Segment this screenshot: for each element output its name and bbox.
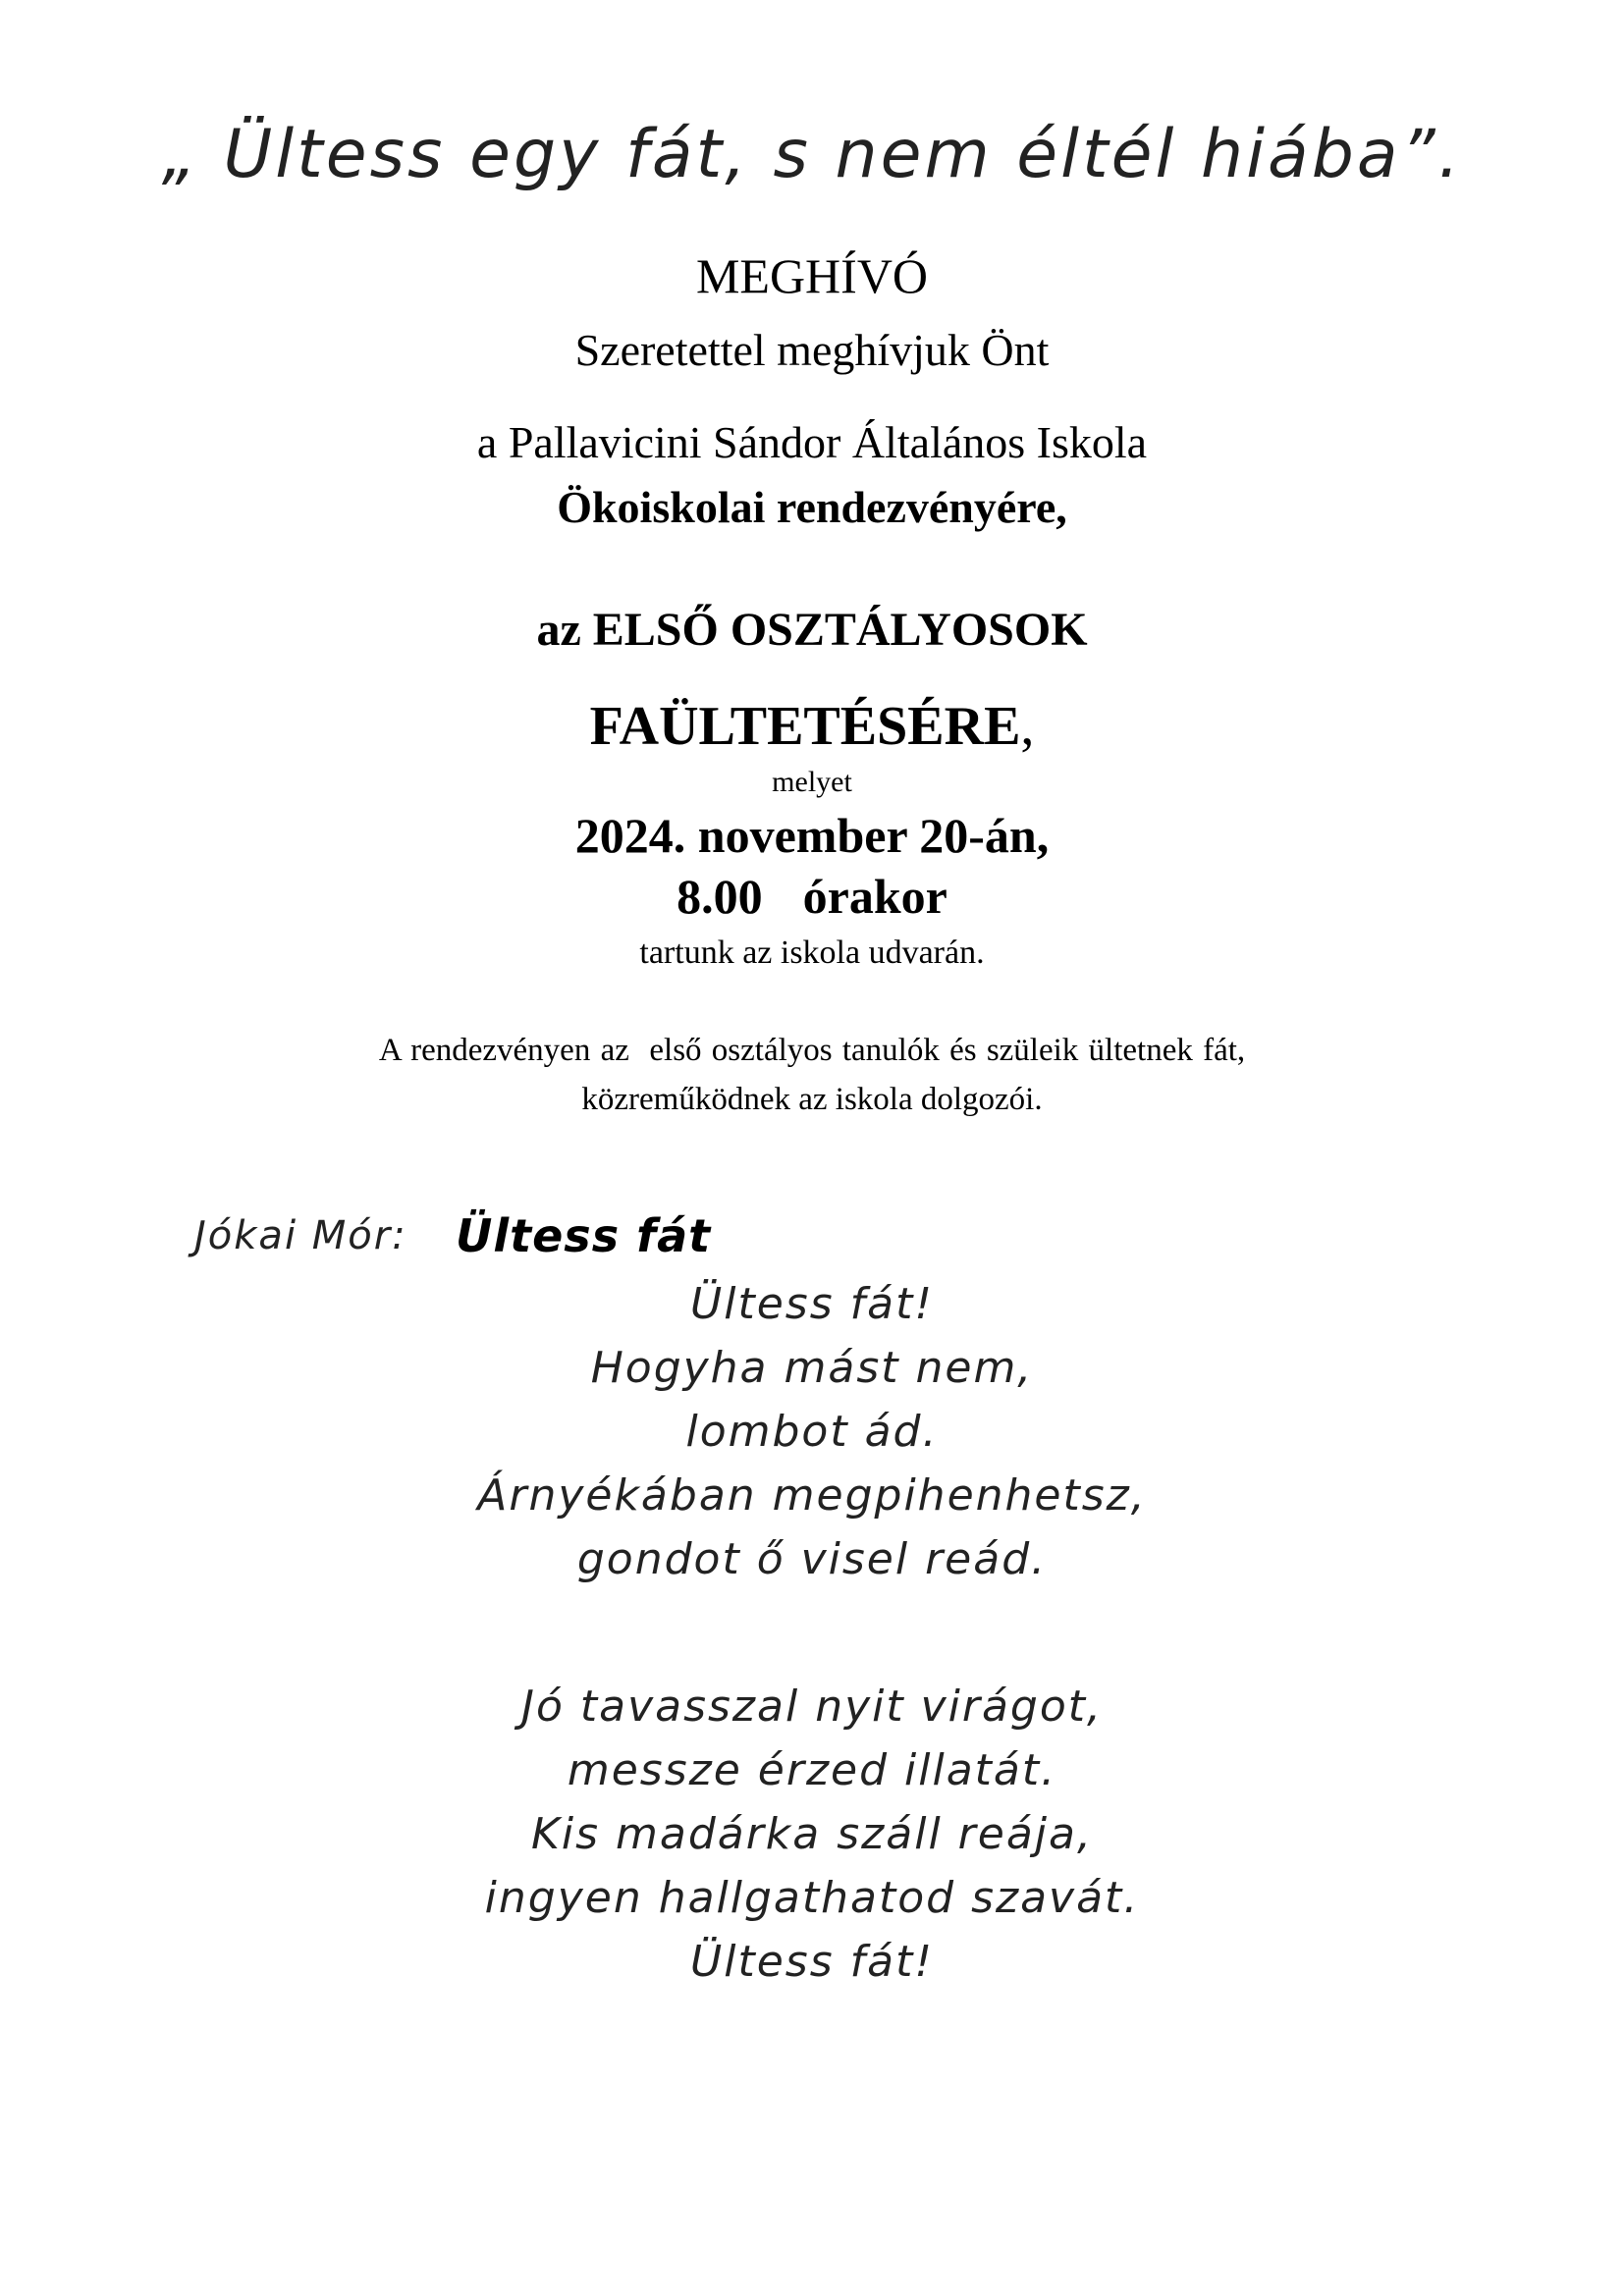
tree-planting-word: FAÜLTETÉSÉRE bbox=[589, 696, 1021, 757]
event-date: 2024. november 20-án, bbox=[574, 808, 1050, 863]
school-name-line: a Pallavicini Sándor Általános Iskola bbox=[476, 417, 1148, 467]
melyet-line: melyet bbox=[772, 766, 852, 798]
tree-planting-comma: , bbox=[1020, 696, 1035, 757]
poem-line: lombot ád. bbox=[685, 1407, 939, 1457]
description-line-2: közreműködnek az iskola dolgozói. bbox=[581, 1082, 1043, 1117]
poem-line: gondot ő visel reád. bbox=[576, 1534, 1048, 1584]
first-graders-line: az ELSŐ OSZTÁLYOSOK bbox=[536, 604, 1088, 656]
event-place: tartunk az iskola udvarán. bbox=[639, 934, 985, 971]
poem-line: Árnyékában megpihenhetsz, bbox=[477, 1470, 1147, 1521]
description-line-1: A rendezvényen az első osztályos tanulók és szüleik ültetnek fát, bbox=[378, 1033, 1246, 1068]
motto-quote: „ Ültess egy fát, s nem éltél hiába”. bbox=[161, 116, 1463, 193]
poem-line: ingyen hallgathatod szavát. bbox=[484, 1873, 1140, 1923]
stanza-gap bbox=[0, 1591, 1624, 1675]
poem-line: Jó tavasszal nyit virágot, bbox=[520, 1682, 1103, 1732]
invite-line: Szeretettel meghívjuk Önt bbox=[574, 325, 1050, 375]
poem-line: messze érzed illatát. bbox=[567, 1745, 1057, 1795]
poem-line: Ültess fát! bbox=[690, 1279, 934, 1329]
poem-line: Hogyha mást nem, bbox=[590, 1343, 1034, 1393]
event-name-line: Ökoiskolai rendezvényére, bbox=[557, 482, 1067, 532]
invitation-title: MEGHÍVÓ bbox=[695, 248, 929, 303]
poem-author: Jókai Mór: bbox=[194, 1213, 407, 1258]
poem-line: Ültess fát! bbox=[690, 1937, 934, 1987]
tree-planting-line bbox=[0, 695, 1624, 758]
poem-line: Kis madárka száll reája, bbox=[531, 1809, 1093, 1859]
poem-title: Ültess fát bbox=[456, 1209, 712, 1262]
poem-body bbox=[0, 1272, 1624, 1994]
event-time: 8.00 órakor bbox=[677, 869, 947, 924]
